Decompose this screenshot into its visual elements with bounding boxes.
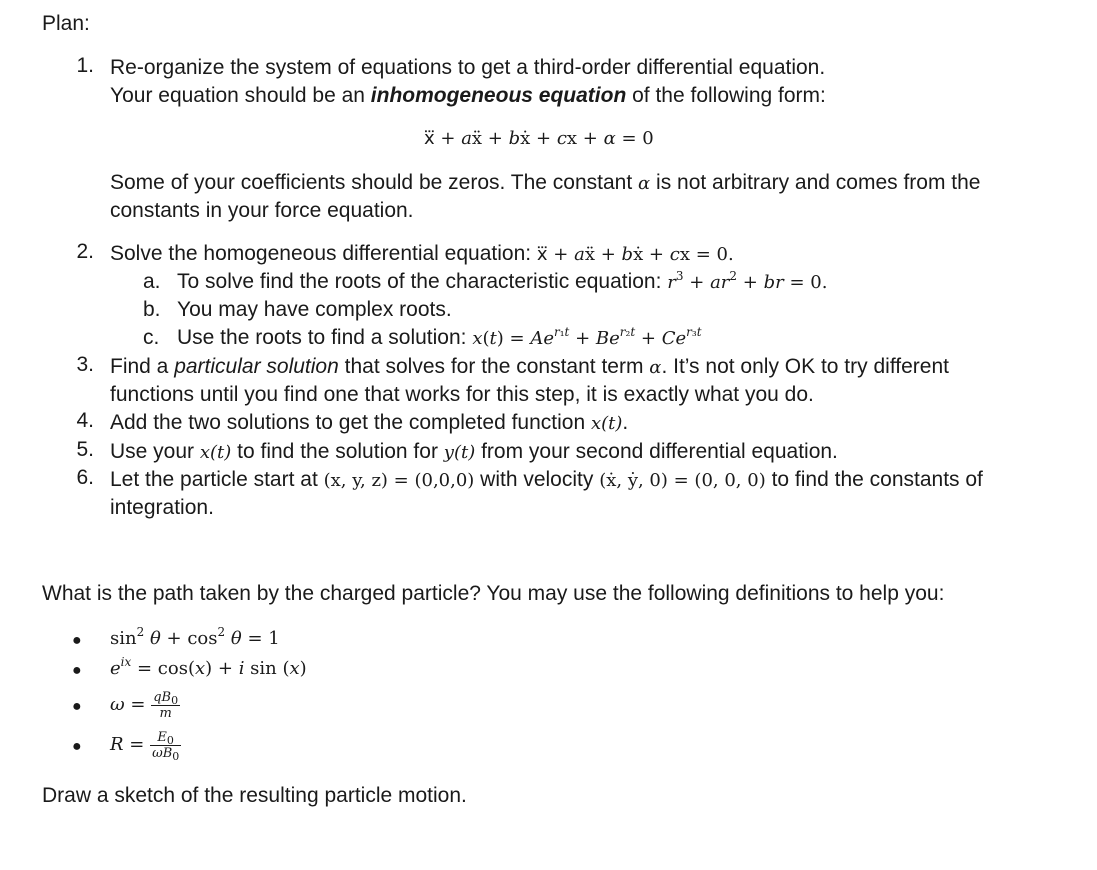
- step-2c-text: Use the roots to find a solution: $x(t) = Ae^{r_1t} + Be^{r_2t} + Ce^{r_3t}$: [177, 325, 702, 349]
- step-1-line-3: Some of your coefficients should be zeros. The constant α is not arbitrary and comes from the: [110, 171, 981, 194]
- step-1-equation: x⃛ + aẍ + bẋ + cx + α = 0: [424, 128, 654, 149]
- step-2-text: Solve the homogeneous differential equation: x⃛ + aẍ + bẋ + cx = 0.: [110, 242, 734, 265]
- step-4-number: 4.: [76, 409, 94, 432]
- bullet-icon: ●: [72, 662, 82, 679]
- step-1-line-1: Re-organize the system of equations to get a third-order differential equation.: [110, 56, 826, 79]
- step-2b-label: b.: [143, 298, 161, 321]
- step-1-line-2: Your equation should be an inhomogeneous equation of the following form:: [110, 84, 826, 107]
- step-2c-label: c.: [143, 326, 160, 349]
- step-3-line-2: functions until you find one that works for this step, it is exactly what you do.: [110, 383, 814, 406]
- definition-omega: ω = $\frac{qB_0}{m}$: [110, 689, 179, 721]
- definition-radius: R = $\frac{E_0}{\omega B_0}$: [110, 729, 180, 763]
- plan-heading: Plan:: [42, 12, 90, 35]
- step-5-text: Use your x(t) to find the solution for y(t) from your second differential equation.: [110, 440, 838, 463]
- definition-trig-identity: $\sin^2 \theta + \cos^2 \theta = 1$: [110, 625, 280, 649]
- definition-euler-formula: $e^{ix} = \cos(x) + i$ sin (x): [110, 655, 307, 679]
- step-3-line-1: Find a particular solution that solves for the constant term α. It’s not only OK to try different: [110, 355, 949, 378]
- step-4-text: Add the two solutions to get the completed function x(t).: [110, 411, 629, 434]
- step-2a-label: a.: [143, 270, 161, 293]
- step-1-line-4: constants in your force equation.: [110, 199, 414, 222]
- step-6-number: 6.: [76, 466, 94, 489]
- step-2-number: 2.: [76, 240, 94, 263]
- closing-instruction: Draw a sketch of the resulting particle motion.: [42, 784, 467, 807]
- bullet-icon: ●: [72, 738, 82, 755]
- step-6-line-1: Let the particle start at (x, y, z) = (0,0,0) with velocity (ẋ, ẏ, 0) = (0, 0, 0) to find the constants of: [110, 468, 983, 491]
- question-text: What is the path taken by the charged particle? You may use the following definitions to help you:: [42, 582, 945, 605]
- bullet-icon: ●: [72, 698, 82, 715]
- step-1-number: 1.: [76, 54, 94, 77]
- step-6-line-2: integration.: [110, 496, 214, 519]
- step-3-number: 3.: [76, 353, 94, 376]
- step-2a-text: To solve find the roots of the characteristic equation: $r^3 + ar^2$ + br = 0.: [177, 269, 828, 293]
- step-5-number: 5.: [76, 438, 94, 461]
- bullet-icon: ●: [72, 632, 82, 649]
- step-2b-text: You may have complex roots.: [177, 298, 452, 321]
